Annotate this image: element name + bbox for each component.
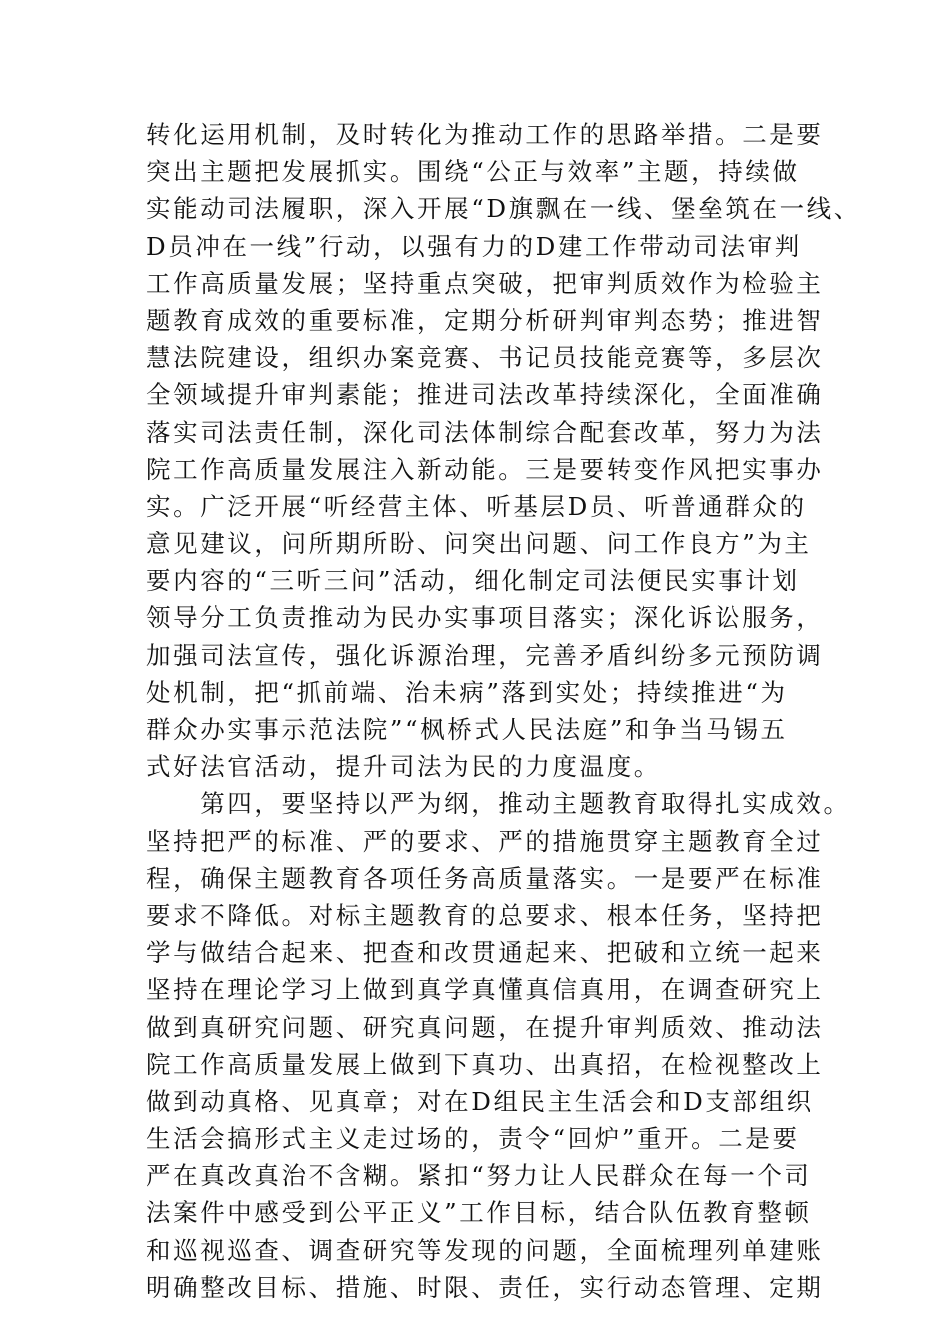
text-line: 明确整改目标、措施、时限、责任，实行动态管理、定期 bbox=[146, 1272, 824, 1302]
text-line: 做到真研究问题、研究真问题，在提升审判质效、推动法 bbox=[146, 1012, 824, 1042]
text-line: D员冲在一线”行动，以强有力的D建工作带动司法审判 bbox=[146, 231, 802, 261]
text-line: 实能动司法履职，深入开展“D旗飘在一线、堡垒筑在一线、 bbox=[146, 194, 861, 224]
text-line: 处机制，把“抓前端、治未病”落到实处；持续推进“为 bbox=[146, 677, 788, 707]
text-line: 坚持把严的标准、严的要求、严的措施贯穿主题教育全过 bbox=[146, 826, 824, 856]
body-text bbox=[146, 116, 861, 1306]
text-line: 要求不降低。对标主题教育的总要求、根本任务，坚持把 bbox=[146, 900, 824, 930]
text-line: 加强司法宣传，强化诉源治理，完善矛盾纠纷多元预防调 bbox=[146, 640, 824, 670]
text-line: 第四，要坚持以严为纲，推动主题教育取得扎实成效。 bbox=[146, 789, 851, 819]
text-line: 意见建议，问所期所盼、问突出问题、问工作良方”为主 bbox=[146, 529, 812, 559]
text-line: 严在真改真治不含糊。紧扣“努力让人民群众在每一个司 bbox=[146, 1161, 812, 1191]
text-line: 院工作高质量发展上做到下真功、出真招，在检视整改上 bbox=[146, 1049, 824, 1079]
text-line: 慧法院建设，组织办案竞赛、书记员技能竞赛等，多层次 bbox=[146, 343, 824, 373]
text-line: 学与做结合起来、把查和改贯通起来、把破和立统一起来 bbox=[146, 938, 824, 968]
text-line: 领导分工负责推动为民办实事项目落实；深化诉讼服务， bbox=[146, 603, 824, 633]
text-line: 工作高质量发展；坚持重点突破，把审判质效作为检验主 bbox=[146, 268, 824, 298]
text-line: 坚持在理论学习上做到真学真懂真信真用，在调查研究上 bbox=[146, 975, 824, 1005]
text-line: 全领域提升审判素能；推进司法改革持续深化，全面准确 bbox=[146, 380, 824, 410]
text-line: 要内容的“三听三问”活动，细化制定司法便民实事计划 bbox=[146, 566, 800, 596]
text-line: 实。广泛开展“听经营主体、听基层D员、听普通群众的 bbox=[146, 491, 807, 521]
text-line: 群众办实事示范法院”“枫桥式人民法庭”和争当马锡五 bbox=[146, 715, 788, 744]
text-line: 落实司法责任制，深化司法体制综合配套改革，努力为法 bbox=[146, 417, 824, 447]
text-line: 式好法官活动，提升司法为民的力度温度。 bbox=[146, 752, 661, 782]
text-line: 题教育成效的重要标准，定期分析研判审判态势；推进智 bbox=[146, 305, 824, 335]
text-line: 生活会搞形式主义走过场的，责令“回炉”重开。二是要 bbox=[146, 1124, 800, 1154]
text-line: 法案件中感受到公平正义”工作目标，结合队伍教育整顿 bbox=[146, 1198, 812, 1228]
text-line: 院工作高质量发展注入新动能。三是要转变作风把实事办 bbox=[146, 454, 824, 484]
text-line: 程，确保主题教育各项任务高质量落实。一是要严在标准 bbox=[146, 863, 824, 893]
text-line: 突出主题把发展抓实。围绕“公正与效率”主题，持续做 bbox=[146, 157, 800, 187]
text-line: 和巡视巡查、调查研究等发现的问题，全面梳理列单建账 bbox=[146, 1235, 824, 1265]
text-line: 转化运用机制，及时转化为推动工作的思路举措。二是要 bbox=[146, 120, 824, 149]
text-line: 做到动真格、见真章；对在D组民主生活会和D支部组织 bbox=[146, 1086, 814, 1116]
